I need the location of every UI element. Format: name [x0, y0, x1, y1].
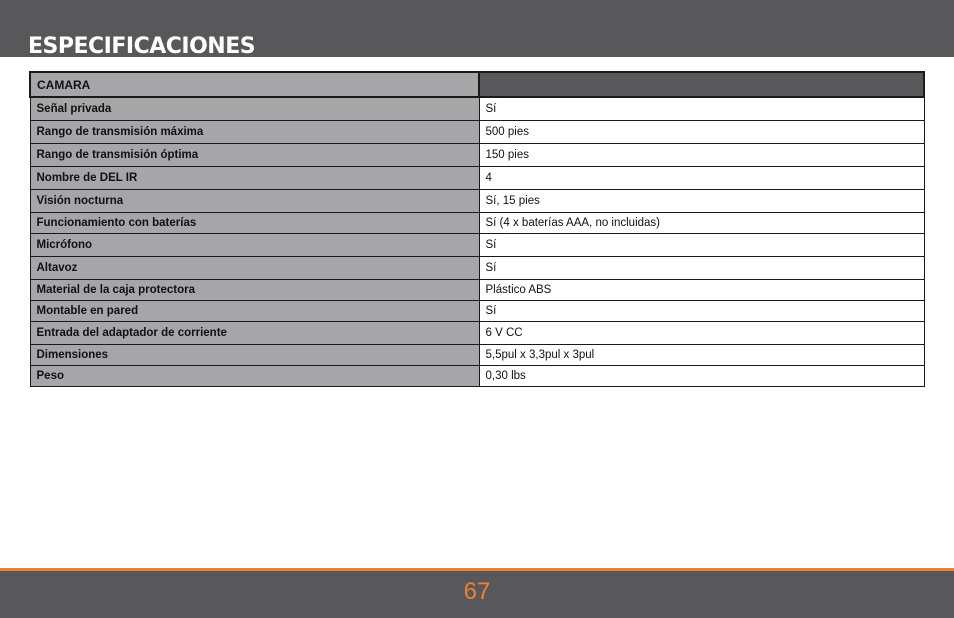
spec-value: 500 pies	[479, 121, 924, 144]
spec-label: Entrada del adaptador de corriente	[30, 322, 479, 345]
spec-label: Señal privada	[30, 97, 479, 121]
table-row	[30, 345, 924, 366]
spec-value: Plástico ABS	[479, 280, 924, 301]
spec-label: Dimensiones	[30, 345, 479, 366]
table-row	[30, 190, 924, 213]
spec-value: Sí, 15 pies	[479, 190, 924, 213]
page-title: ESPECIFICACIONES	[28, 34, 256, 59]
specifications-table	[29, 71, 925, 387]
table-row	[30, 144, 924, 167]
table-row	[30, 366, 924, 387]
table-row	[30, 280, 924, 301]
spec-label: Nombre de DEL IR	[30, 167, 479, 190]
table-row	[30, 97, 924, 121]
spec-value: 150 pies	[479, 144, 924, 167]
spec-label: Rango de transmisión máxima	[30, 121, 479, 144]
spec-value: 5,5pul x 3,3pul x 3pul	[479, 345, 924, 366]
table-row	[30, 121, 924, 144]
spec-label: Visión nocturna	[30, 190, 479, 213]
spec-value: 6 V CC	[479, 322, 924, 345]
spec-value: Sí	[479, 234, 924, 257]
spec-value: Sí	[479, 97, 924, 121]
spec-value: Sí (4 x baterías AAA, no incluidas)	[479, 213, 924, 234]
table-row	[30, 257, 924, 280]
section-title: CAMARA	[30, 72, 479, 97]
spec-label: Rango de transmisión óptima	[30, 144, 479, 167]
spec-label: Funcionamiento con baterías	[30, 213, 479, 234]
table-section-header	[30, 72, 924, 97]
spec-label: Peso	[30, 366, 479, 387]
table-row	[30, 301, 924, 322]
table-row	[30, 167, 924, 190]
spec-value: 4	[479, 167, 924, 190]
table-row	[30, 213, 924, 234]
spec-label: Material de la caja protectora	[30, 280, 479, 301]
table-row	[30, 234, 924, 257]
spec-label: Micrófono	[30, 234, 479, 257]
section-value	[479, 72, 924, 97]
spec-value: 0,30 lbs	[479, 366, 924, 387]
spec-label: Altavoz	[30, 257, 479, 280]
spec-label: Montable en pared	[30, 301, 479, 322]
page-number: 67	[463, 578, 491, 605]
table-row	[30, 322, 924, 345]
spec-value: Sí	[479, 301, 924, 322]
spec-value: Sí	[479, 257, 924, 280]
